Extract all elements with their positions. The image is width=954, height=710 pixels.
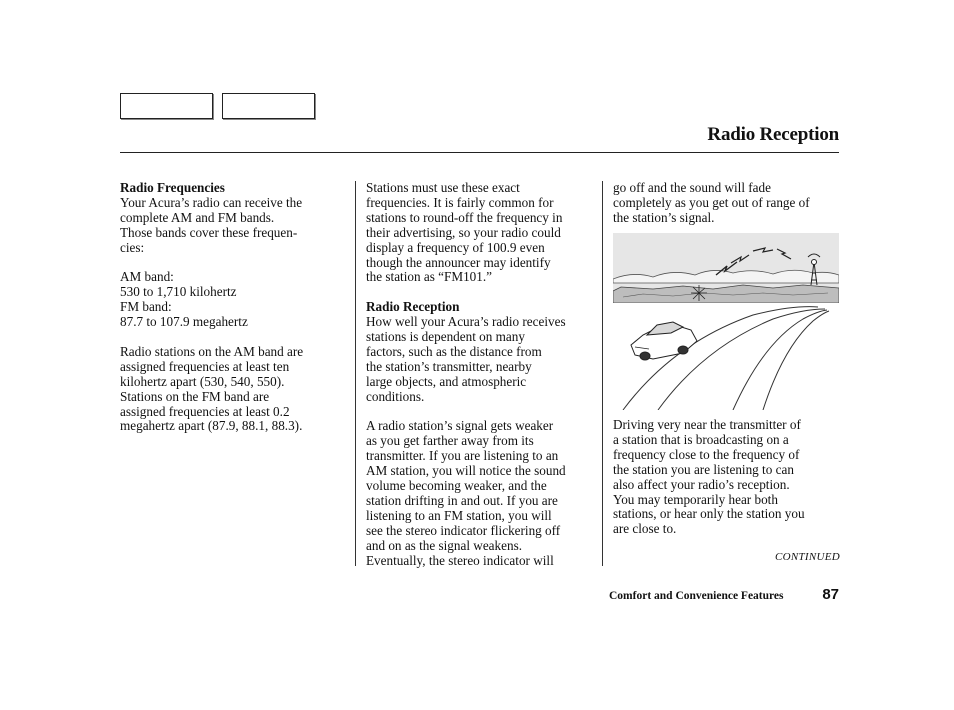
section-heading-radio-frequencies: Radio Frequencies bbox=[120, 180, 225, 195]
nav-tab-2[interactable] bbox=[222, 93, 315, 119]
page-number: 87 bbox=[822, 586, 839, 603]
paragraph: Driving very near the transmitter of a station that is broadcasting on a frequency close to the frequency of the station you are listening to can also affect your radio’s reception. You may temporarily hear both stations, or hear only the station you are close to. bbox=[613, 417, 805, 537]
section-heading-radio-reception: Radio Reception bbox=[366, 299, 460, 315]
paragraph: A radio station’s signal gets weaker as you get farther away from its transmitter. If you are listening to an AM station, you will notice the sound volume becoming weaker, and the station drifting in and out. If you are listening to an FM station, you will see the stereo indicator flickering off and on as the signal weakens. Eventually, the stereo indicator will bbox=[366, 418, 566, 568]
page-title: Radio Reception bbox=[707, 124, 839, 145]
column-3-lower bbox=[613, 418, 841, 552]
column-1 bbox=[120, 181, 342, 449]
title-rule bbox=[120, 152, 839, 153]
nav-tab-1[interactable] bbox=[120, 93, 213, 119]
column-3 bbox=[613, 181, 841, 241]
paragraph: Your Acura’s radio can receive the complete AM and FM bands. Those bands cover these frequen- cies: bbox=[120, 194, 303, 255]
road-scene-drawing bbox=[613, 233, 839, 410]
paragraph: Stations must use these exact frequencies. It is fairly common for stations to round-off the frequency in their advertising, so your radio could display a frequency of 100.9 even though the announcer may identify the station as “FM101.” bbox=[366, 180, 563, 285]
column-divider bbox=[355, 181, 356, 566]
footer-section-label: Comfort and Convenience Features bbox=[609, 590, 784, 602]
column-2 bbox=[366, 181, 598, 583]
paragraph: How well your Acura’s radio receives stations is dependent on many factors, such as the distance from the station’s transmitter, nearby large objects, and atmospheric conditions. bbox=[366, 314, 566, 404]
column-divider bbox=[602, 181, 603, 566]
band-list: AM band: 530 to 1,710 kilohertz FM band: 87.7 to 107.9 megahertz bbox=[120, 269, 248, 330]
paragraph: go off and the sound will fade completely as you get out of range of the station’s signal. bbox=[613, 180, 810, 225]
car-driving-illustration bbox=[613, 233, 839, 410]
continued-label: CONTINUED bbox=[774, 551, 840, 563]
paragraph: Radio stations on the AM band are assigned frequencies at least ten kilohertz apart (530, 540, 550). Stations on the FM band are assigned frequencies at least 0.2 megahertz apart (87.9, 88.1, 88.3). bbox=[120, 343, 304, 434]
